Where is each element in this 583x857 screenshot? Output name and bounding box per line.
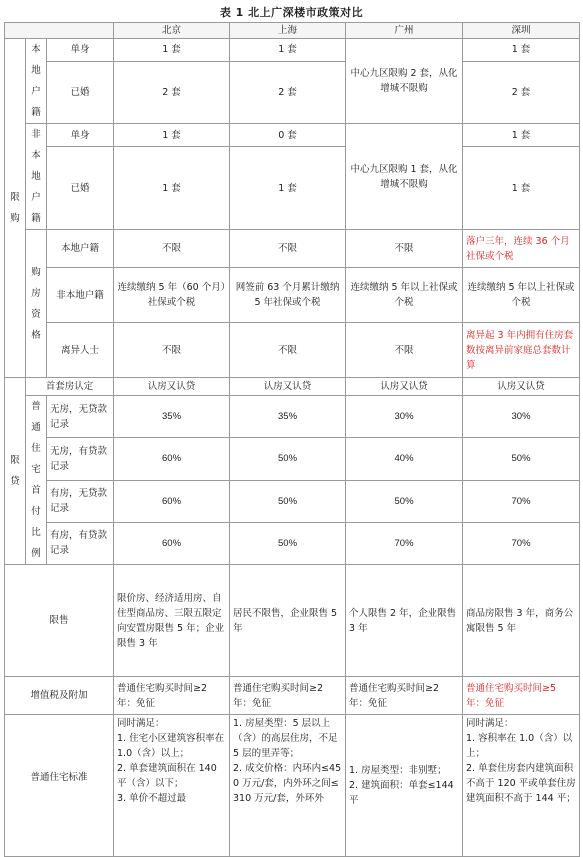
table-row	[5, 323, 580, 378]
cell-gz-xianshou: 个人限售 2 年，企业限售 3 年	[346, 565, 463, 677]
cell-sz-ratio: 50%	[463, 438, 580, 480]
section-label-xiandai: 限贷	[5, 378, 26, 565]
table-row	[5, 438, 580, 480]
cell-gz-ratio: 50%	[346, 480, 463, 522]
cell-bj-local-married: 2 套	[114, 61, 230, 123]
married-label: 已婚	[47, 147, 114, 230]
cell-sh-qual-nonlocal: 网签前 63 个月累计缴纳 5 年社保或个税	[230, 268, 346, 323]
header-corner	[5, 23, 114, 39]
cell-sz-local-married: 2 套	[463, 61, 580, 123]
table-row	[5, 522, 580, 564]
cell-sh-local-single: 1 套	[230, 39, 346, 62]
local-hukou-label: 本地户籍	[26, 39, 47, 124]
cell-bj-vat: 普通住宅购买时间≥2 年：免征	[114, 677, 230, 715]
cell-gz-ratio: 30%	[346, 396, 463, 438]
single-label: 单身	[47, 124, 114, 147]
cell-sh-ratio: 50%	[230, 522, 346, 564]
cell-sh-ratio: 35%	[230, 396, 346, 438]
cell-sh-ratio: 50%	[230, 438, 346, 480]
down-payment-ratio-label: 普通住宅首付比例	[26, 396, 47, 565]
cell-bj-nonlocal-married: 1 套	[114, 147, 230, 230]
section-label-standard: 普通住宅标准	[5, 715, 114, 857]
cell-sh-nonlocal-single: 0 套	[230, 124, 346, 147]
table-row	[5, 378, 580, 396]
cell-sh-local-married: 2 套	[230, 61, 346, 123]
qual-divorce-label: 离异人士	[47, 323, 114, 378]
cell-sz-ratio: 30%	[463, 396, 580, 438]
married-label: 已婚	[47, 61, 114, 123]
section-label-xiangou: 限购	[5, 39, 26, 378]
ratio-row-label: 无房，无贷款记录	[47, 396, 114, 438]
qual-local-label: 本地户籍	[47, 230, 114, 268]
purchase-qualification-label: 购房资格	[26, 230, 47, 378]
cell-bj-qual-divorce: 不限	[114, 323, 230, 378]
cell-bj-ratio: 60%	[114, 480, 230, 522]
ratio-row-label: 有房，无贷款记录	[47, 480, 114, 522]
cell-sh-xianshou: 居民不限售，企业限售 5 年	[230, 565, 346, 677]
cell-bj-ratio: 35%	[114, 396, 230, 438]
cell-sz-vat: 普通住宅购买时间≥5 年：免征	[463, 677, 580, 715]
cell-bj-xianshou: 限价房、经济适用房、自住型商品房、三限五限定向安置房限售 5 年；企业限售 3 年	[114, 565, 230, 677]
cell-gz-nonlocal: 中心九区限购 1 套，从化增城不限购	[346, 124, 463, 230]
cell-sh-first: 认房又认贷	[230, 378, 346, 396]
cell-sh-ratio: 50%	[230, 480, 346, 522]
cell-bj-ratio: 60%	[114, 522, 230, 564]
cell-gz-first: 认房又认贷	[346, 378, 463, 396]
cell-sz-first: 认房又认贷	[463, 378, 580, 396]
table-row	[5, 230, 580, 268]
cell-gz-vat: 普通住宅购买时间≥2 年：免征	[346, 677, 463, 715]
table-row	[5, 124, 580, 147]
ratio-row-label: 无房，有贷款记录	[47, 438, 114, 480]
cell-sz-xianshou: 商品房限售 3 年，商务公寓限售 5 年	[463, 565, 580, 677]
cell-sh-qual-local: 不限	[230, 230, 346, 268]
cell-bj-local-single: 1 套	[114, 39, 230, 62]
table-title: 表 1 北上广深楼市政策对比	[219, 6, 364, 19]
cell-sz-nonlocal-single: 1 套	[463, 124, 580, 147]
cell-sh-standard: 1. 房屋类型：5 层以上（含）的高层住房，不足 5 层的里弄等； 2. 成交价格：内环内≤450 万元/套，内外环之间≤310 万元/套，外环外	[230, 715, 346, 857]
cell-bj-ratio: 60%	[114, 438, 230, 480]
cell-sz-nonlocal-married: 1 套	[463, 147, 580, 230]
first-home-label: 首套房认定	[26, 378, 114, 396]
cell-gz-qual-local: 不限	[346, 230, 463, 268]
table-row	[5, 147, 580, 230]
cell-gz-ratio: 70%	[346, 522, 463, 564]
qual-nonlocal-label: 非本地户籍	[47, 268, 114, 323]
cell-gz-qual-nonlocal: 连续缴纳 5 年以上社保或个税	[346, 268, 463, 323]
table-row	[5, 677, 580, 715]
header-city-beijing: 北京	[114, 23, 230, 39]
cell-bj-nonlocal-single: 1 套	[114, 124, 230, 147]
ratio-row-label: 有房，有贷款记录	[47, 522, 114, 564]
cell-sh-vat: 普通住宅购买时间≥2 年：免征	[230, 677, 346, 715]
cell-sz-ratio: 70%	[463, 522, 580, 564]
header-city-shenzhen: 深圳	[463, 23, 580, 39]
cell-bj-first: 认房又认贷	[114, 378, 230, 396]
cell-sz-standard: 同时满足： 1. 容积率在 1.0（含）以上； 2. 单套住房套内建筑面积不高于 120 平或单套住房建筑面积不高于 144 平；	[463, 715, 580, 857]
table-row	[5, 268, 580, 323]
cell-gz-ratio: 40%	[346, 438, 463, 480]
cell-sz-ratio: 70%	[463, 480, 580, 522]
nonlocal-hukou-label: 非本地户籍	[26, 124, 47, 230]
section-label-xianshou: 限售	[5, 565, 114, 677]
header-row	[5, 23, 580, 39]
table-row	[5, 39, 580, 62]
cell-sh-qual-divorce: 不限	[230, 323, 346, 378]
cell-sz-qual-divorce: 离异起 3 年内拥有住房套数按离异前家庭总套数计算	[463, 323, 580, 378]
cell-sz-qual-local: 落户三年，连续 36 个月社保或个税	[463, 230, 580, 268]
cell-bj-qual-nonlocal: 连续缴纳 5 年（60 个月）社保或个税	[114, 268, 230, 323]
table-row	[5, 61, 580, 123]
policy-comparison-table	[4, 22, 580, 857]
cell-gz-local: 中心九区限购 2 套，从化增城不限购	[346, 39, 463, 124]
table-row	[5, 480, 580, 522]
cell-sz-local-single: 1 套	[463, 39, 580, 62]
cell-bj-standard: 同时满足： 1. 住宅小区建筑容积率在 1.0（含）以上； 2. 单套建筑面积在 140 平（含）以下； 3. 单价不超过最	[114, 715, 230, 857]
cell-sh-nonlocal-married: 1 套	[230, 147, 346, 230]
header-city-guangzhou: 广州	[346, 23, 463, 39]
cell-gz-standard: 1. 房屋类型：非别墅； 2. 建筑面积：单套≤144 平	[346, 715, 463, 857]
cell-sz-qual-nonlocal: 连续缴纳 5 年以上社保或个税	[463, 268, 580, 323]
cell-gz-qual-divorce: 不限	[346, 323, 463, 378]
cell-bj-qual-local: 不限	[114, 230, 230, 268]
single-label: 单身	[47, 39, 114, 62]
header-city-shanghai: 上海	[230, 23, 346, 39]
table-row	[5, 396, 580, 438]
table-row	[5, 715, 580, 857]
table-row	[5, 565, 580, 677]
section-label-vat: 增值税及附加	[5, 677, 114, 715]
